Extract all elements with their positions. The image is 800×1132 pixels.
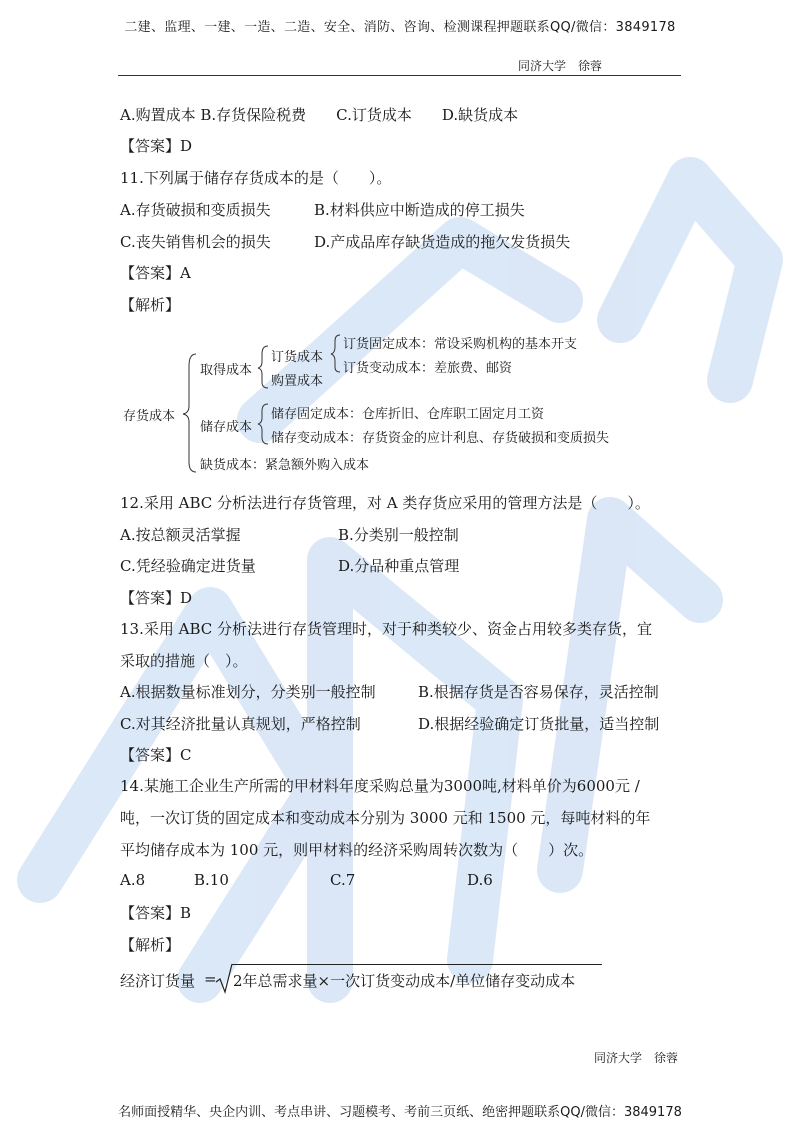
brace-storage [258, 404, 268, 444]
q10-options: A.购置成本 B.存货保险税费 C.订货成本 D.缺货成本 [120, 106, 519, 124]
q14-option-b: B.10 [194, 871, 229, 889]
q10-answer: 【答案】D [120, 137, 193, 155]
formula-lhs: 经济订货量 [120, 972, 196, 990]
q13-option-b: B.根据存货是否容易保存，灵活控制 [418, 683, 659, 701]
q12-answer: 【答案】D [120, 589, 193, 607]
q12-option-b: B.分类别一般控制 [338, 526, 459, 544]
q13-answer: 【答案】C [120, 746, 192, 764]
sqrt-icon [214, 962, 234, 996]
q14-question-line3: 平均储存成本为 100 元，则甲材料的经济采购周转次数为（ ）次。 [120, 841, 594, 859]
formula-equals: = [204, 970, 217, 988]
tree-braces [0, 0, 800, 500]
tree-root: 存货成本 [123, 409, 176, 424]
brace-order [331, 335, 340, 372]
q11-answer: 【答案】A [120, 264, 191, 282]
q13-question-line2: 采取的措施（ ）。 [120, 652, 248, 670]
formula-radicand: 2年总需求量×一次订货变动成本/单位储存变动成本 [233, 972, 576, 990]
tree-shortage-cost: 缺货成本：紧急额外购入成本 [200, 458, 370, 473]
q12-option-d: D.分品种重点管理 [338, 557, 460, 575]
top-banner: 二建、监理、一建、一造、二造、安全、消防、咨询、检测课程押题联系QQ/微信：3849178 [124, 20, 676, 35]
q13-option-a: A.根据数量标准划分，分类别一般控制 [120, 683, 376, 701]
q11-analysis-label: 【解析】 [120, 296, 181, 314]
tree-purchase-cost: 购置成本 [271, 374, 324, 389]
q11-option-d: D.产成品库存缺货造成的拖欠发货损失 [314, 233, 571, 251]
tree-storage-variable: 储存变动成本：存货资金的应计利息、存货破损和变质损失 [271, 431, 610, 446]
tree-order-variable: 订货变动成本：差旅费、邮资 [343, 361, 513, 376]
q12-question: 12.采用 ABC 分析法进行存货管理，对 A 类存货应采用的管理方法是（ ）。 [120, 494, 650, 512]
bottom-banner: 名师面授精华、央企内训、考点串讲、习题模考、考前三页纸、绝密押题联系QQ/微信：3849178 [118, 1105, 682, 1120]
q13-question-line1: 13.采用 ABC 分析法进行存货管理时，对于种类较少、资金占用较多类存货，宜 [120, 620, 653, 638]
q14-option-a: A.8 [120, 871, 146, 889]
tree-acquire-cost: 取得成本 [200, 363, 253, 378]
q14-analysis-label: 【解析】 [120, 936, 181, 954]
q13-option-c: C.对其经济批量认真规划，严格控制 [120, 715, 361, 733]
q14-question-line2: 吨，一次订货的固定成本和变动成本分别为 3000 元和 1500 元，每吨材料的年 [120, 809, 651, 827]
q14-answer: 【答案】B [120, 904, 192, 922]
q11-option-a: A.存货破损和变质损失 [120, 201, 271, 219]
tree-storage-fixed: 储存固定成本：仓库折旧、仓库职工固定月工资 [271, 407, 545, 422]
tree-order-fixed: 订货固定成本：常设采购机构的基本开支 [343, 337, 578, 352]
q12-option-c: C.凭经验确定进货量 [120, 557, 256, 575]
q11-question: 11.下列属于储存存货成本的是（ ）。 [120, 169, 392, 187]
tree-order-cost: 订货成本 [271, 350, 324, 365]
brace-acquire [258, 346, 268, 388]
q14-question-line1: 14.某施工企业生产所需的甲材料年度采购总量为3000吨,材料单价为6000元 / [120, 777, 640, 795]
q13-option-d: D.根据经验确定订货批量，适当控制 [418, 715, 660, 733]
sqrt-overline [232, 964, 602, 965]
q12-option-a: A.按总额灵活掌握 [120, 526, 241, 544]
brace-root [183, 354, 196, 472]
q11-option-b: B.材料供应中断造成的停工损失 [314, 201, 525, 219]
tree-storage-cost: 储存成本 [200, 420, 253, 435]
q14-option-d: D.6 [467, 871, 493, 889]
footer-signature: 同济大学 徐蓉 [593, 1051, 678, 1065]
q11-option-c: C.丧失销售机会的损失 [120, 233, 271, 251]
header-signature: 同济大学 徐蓉 [517, 59, 602, 73]
q14-option-c: C.7 [330, 871, 356, 889]
